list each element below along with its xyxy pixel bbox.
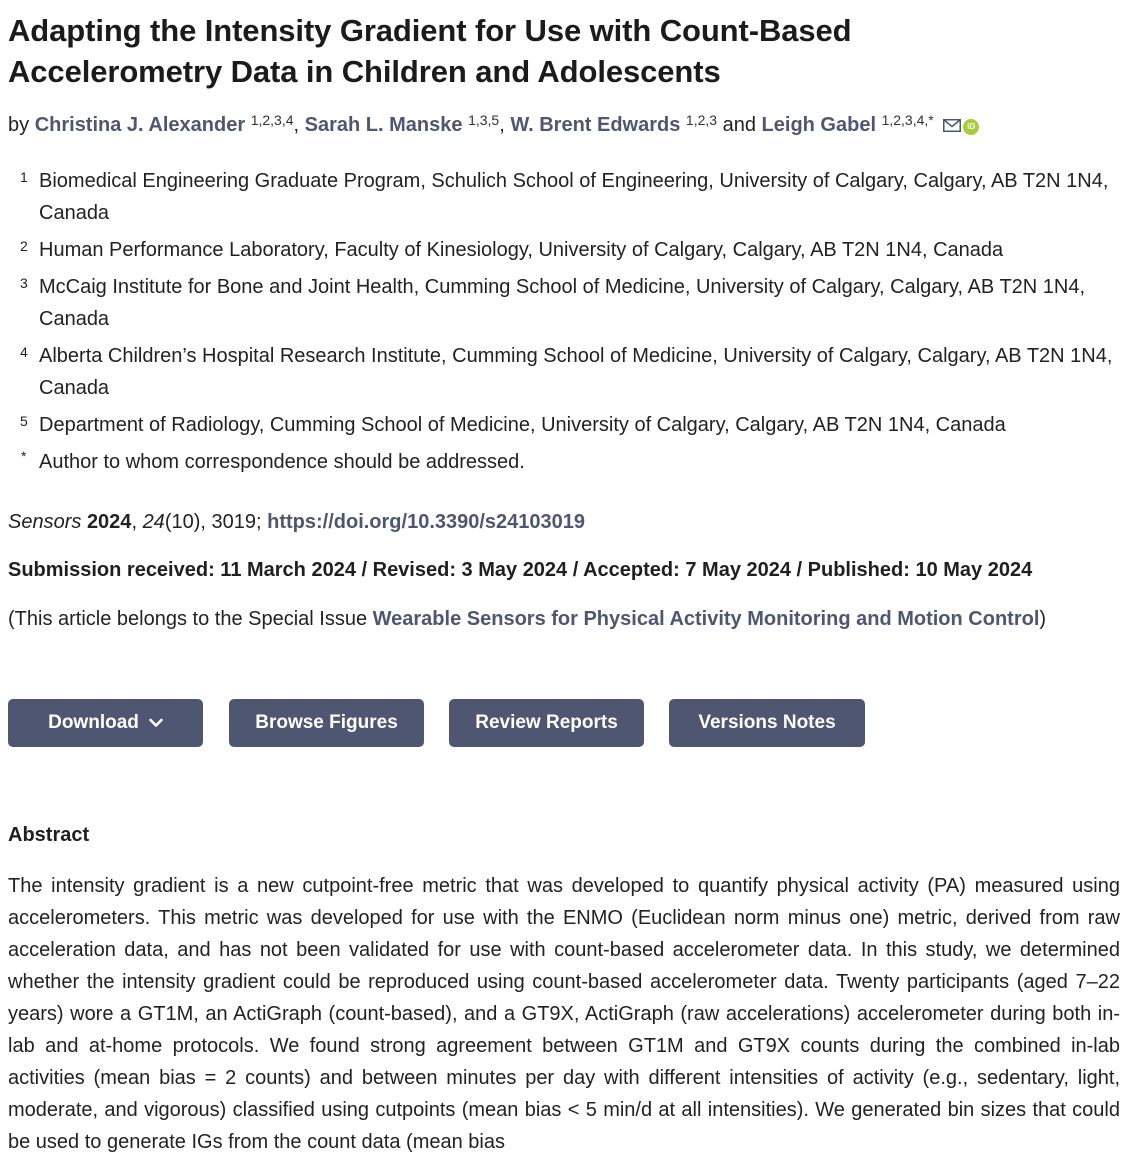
- author-link[interactable]: Christina J. Alexander: [34, 114, 246, 136]
- action-buttons: [8, 699, 908, 747]
- title-line-2: Accelerometry Data in Children and Adolescents: [8, 54, 721, 89]
- author-link[interactable]: Leigh Gabel: [761, 114, 877, 136]
- affiliation-item: 1 Biomedical Engineering Graduate Program, Schulich School of Engineering, University of Calgary, Calgary, AB T2N 1N4, Canada: [20, 169, 1109, 224]
- orcid-icon[interactable]: iD: [963, 119, 979, 135]
- author-link[interactable]: W. Brent Edwards: [510, 114, 681, 136]
- citation-year: 2024: [86, 511, 132, 533]
- affiliation-list: [8, 165, 1120, 478]
- affiliation-item: 3 McCaig Institute for Bone and Joint Health, Cumming School of Medicine, University of Calgary, Calgary, AB T2N 1N4, Canada: [20, 275, 1086, 330]
- citation-volume: 24: [142, 511, 165, 533]
- envelope-icon[interactable]: [943, 113, 961, 139]
- author-affil: 1,2,3: [685, 112, 718, 128]
- special-issue-link[interactable]: Wearable Sensors for Physical Activity Monitoring and Motion Control: [372, 608, 1040, 630]
- author-link[interactable]: Sarah L. Manske: [304, 114, 463, 136]
- doi-link[interactable]: https://doi.org/10.3390/s24103019: [267, 511, 586, 533]
- chevron-down-icon: [149, 712, 163, 734]
- affiliation-item: 5 Department of Radiology, Cumming School of Medicine, University of Calgary, Calgary, AB T2N 1N4, Canada: [20, 413, 1006, 436]
- download-button[interactable]: [8, 699, 203, 747]
- special-issue-note: (This article belongs to the Special Issue Wearable Sensors for Physical Activity Monitoring and Motion Control): [8, 608, 1047, 630]
- correspondence-note: * Author to whom correspondence should be addressed.: [21, 448, 525, 473]
- by-label: by: [8, 114, 30, 136]
- title-line-1: Adapting the Intensity Gradient for Use with Count-Based: [8, 13, 852, 48]
- browse-figures-button[interactable]: Browse Figures: [229, 699, 424, 747]
- download-label: Download: [48, 712, 139, 733]
- affiliation-item: 4 Alberta Children’s Hospital Research Institute, Cumming School of Medicine, University of Calgary, Calgary, AB T2N 1N4, Canada: [20, 344, 1113, 399]
- article-title: [8, 10, 1120, 92]
- author-affil: 1,2,3,4: [250, 112, 294, 128]
- review-reports-button[interactable]: Review Reports: [449, 699, 644, 747]
- journal-name: Sensors: [8, 511, 82, 533]
- article-header: [8, 0, 1120, 1153]
- affiliation-item: 2 Human Performance Laboratory, Faculty of Kinesiology, University of Calgary, Calgary, AB T2N 1N4, Canada: [20, 238, 1004, 261]
- submission-dates: Submission received: 11 March 2024 / Revised: 3 May 2024 / Accepted: 7 May 2024 / Published: 10 May 2024: [8, 559, 1033, 581]
- author-affil: 1,2,3,4,*: [881, 112, 934, 128]
- author-affil: 1,3,5: [468, 112, 500, 128]
- abstract-text: The intensity gradient is a new cutpoint-free metric that was developed to quantify physical activity (PA) measured using accelerometers. This metric was developed for use with the ENMO (Euclidean norm minus one) metric, derived from raw acceleration data, and has not been validated for use with count-based accelerometer data. In this study, we determined whether the intensity gradient could be reproduced using count-based accelerometer data. Twenty participants (aged 7–22 years) wore a GT1M, an ActiGraph (count-based), and a GT9X, ActiGraph (raw accelerations) accelerometer during both in-lab and at-home protocols. We found strong agreement between GT1M and GT9X counts during the combined in-lab activities (mean bias = 2 counts) and between minutes per day with different intensities of activity (e.g., sedentary, light, moderate, and vigorous) classified using cutpoints (mean bias < 5 min/d at all intensities). We generated bin sizes that could be used to generate IGs from the count data (mean bias: [8, 875, 1120, 1153]
- citation-issue-pages: (10), 3019;: [164, 511, 268, 533]
- author-list: by Christina J. Alexander $^{1,2,3,4}$, Sarah L. Manske $^{1,3,5}$, W. Brent Edwards $^{1,2,3}$ and Leigh Gabel $^{1,2,3,4,*}$ iD: [8, 112, 1120, 139]
- versions-notes-button[interactable]: Versions Notes: [669, 699, 865, 747]
- abstract-heading: Abstract: [8, 824, 90, 846]
- citation-line: Sensors 2024, 24(10), 3019; https://doi.org/10.3390/s24103019: [8, 511, 586, 533]
